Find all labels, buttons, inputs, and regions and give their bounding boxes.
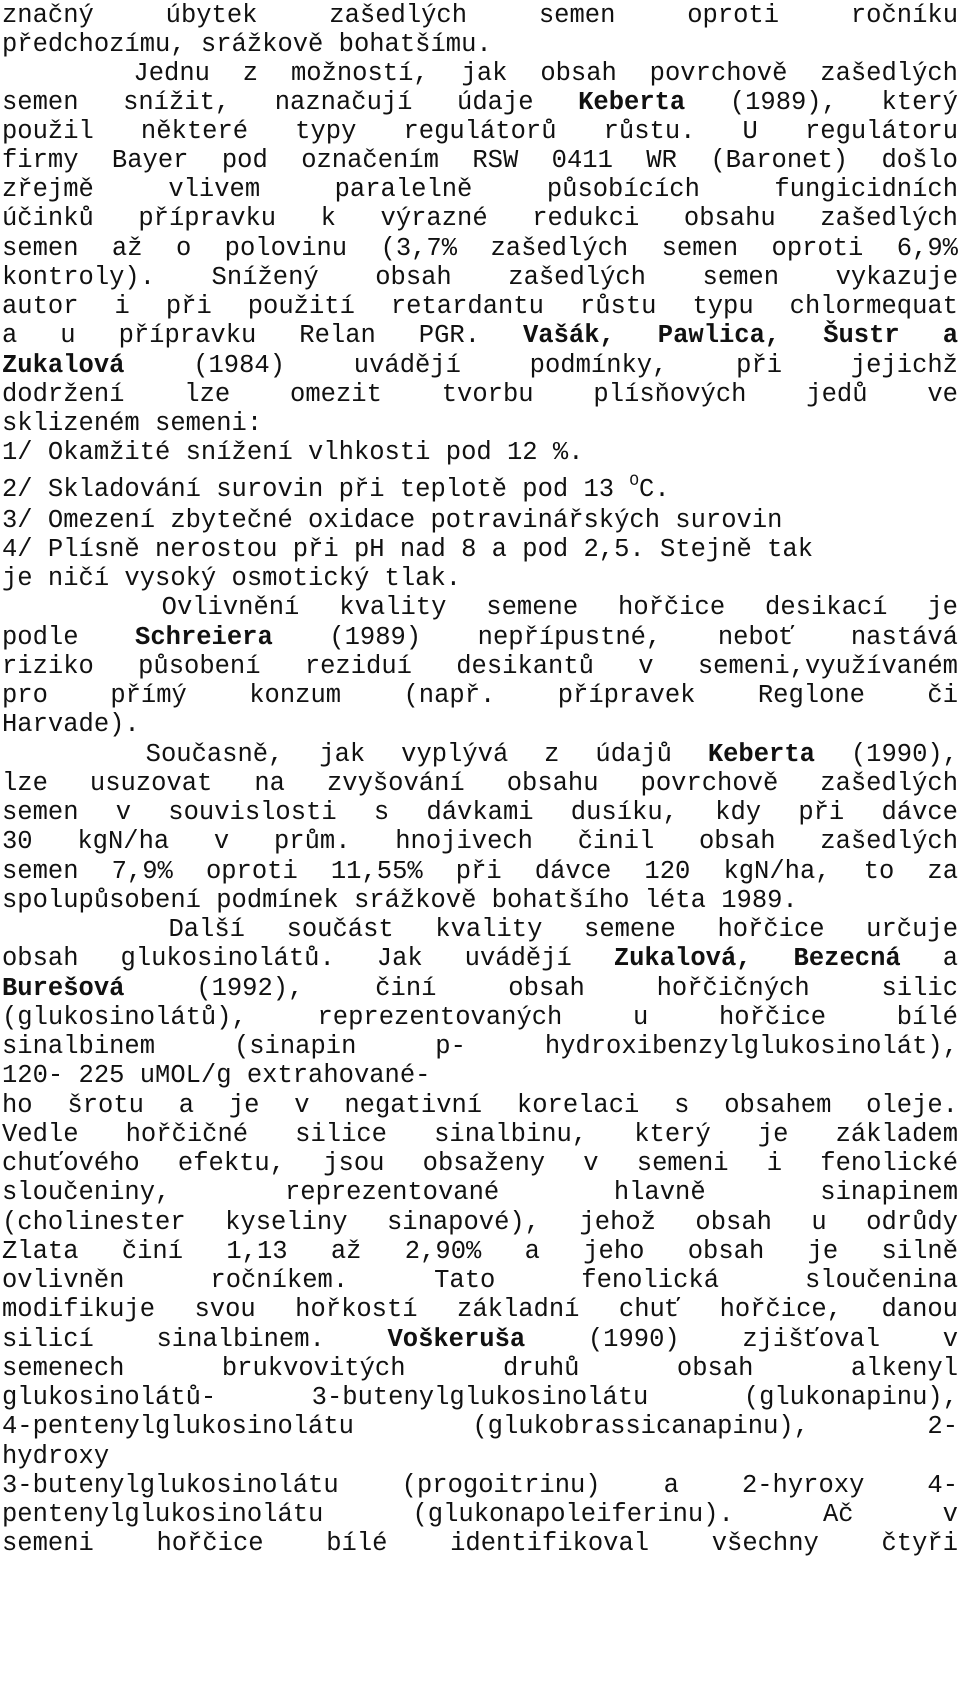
text-line (2, 1441, 958, 1473)
text-line (2, 1265, 958, 1297)
text-run: riziko působení reziduí desikantů v semeni,využívaném (2, 652, 958, 681)
text-run: 1/ Okamžité snížení vlhkosti pod 12 %. (2, 438, 584, 467)
author-name: Zukalová, Bezecná (613, 944, 901, 973)
text-line (2, 1411, 958, 1443)
text-run: semeni hořčice bílé identifikoval všechny čtyři (2, 1529, 958, 1558)
text-line (2, 739, 958, 771)
author-name: Keberta (707, 740, 815, 769)
text-run: 4/ Plísně nerostou při pH nad 8 a pod 2,5. Stejně tak (2, 535, 814, 564)
text-line (2, 1090, 958, 1122)
text-run: semen snížit, naznačují údaje (2, 88, 579, 117)
text-run: použil některé typy regulátorů růstu. U regulátoru (2, 117, 958, 146)
text-run: (1989) nepřípustné, neboť nastává (272, 623, 958, 652)
text-run: (1992), činí obsah hořčičných silic (124, 974, 958, 1003)
text-run: značný úbytek zašedlých semen oproti ročníku (2, 1, 958, 30)
author-name: Zukalová (2, 351, 125, 380)
text-line (2, 709, 958, 741)
text-line (2, 563, 958, 595)
text-line (2, 534, 958, 566)
text-run: 120- 225 uMOL/g extrahované- (2, 1061, 431, 1090)
text-run: glukosinolátů- 3-butenylglukosinolátu (glukonapinu), (2, 1383, 958, 1412)
superscript: O (629, 474, 640, 490)
text-run: semen 7,9% oproti 11,55% při dávce 120 kgN/ha, to za (2, 857, 958, 886)
text-run: Zlata činí 1,13 až 2,90% a jeho obsah je silně (2, 1237, 958, 1266)
text-line (2, 1236, 958, 1268)
text-line (2, 116, 958, 148)
text-run: Vedle hořčičné silice sinalbinu, který je základem (2, 1120, 958, 1149)
author-name: Schreiera (135, 623, 273, 652)
text-run: semen v souvislosti s dávkami dusíku, kdy při dávce (2, 798, 958, 827)
text-line (2, 350, 958, 382)
text-line (2, 943, 958, 975)
text-run: podle (2, 623, 136, 652)
text-line (2, 622, 958, 654)
text-run: (glukosinolátů), reprezentovaných u hořčice bílé (2, 1003, 958, 1032)
text-run: účinků přípravku k výrazné redukci obsahu zašedlých (2, 204, 958, 233)
text-line (2, 1528, 958, 1560)
text-line (2, 0, 958, 32)
text-run: (1989), který (685, 88, 958, 117)
author-name: Keberta (578, 88, 686, 117)
text-line (2, 233, 958, 265)
text-line (2, 1207, 958, 1239)
text-run: silicí sinalbinem. (2, 1325, 388, 1354)
text-line (2, 592, 958, 624)
text-run: pro přímý konzum (např. přípravek Reglone či (2, 681, 958, 710)
text-line (2, 1353, 958, 1385)
text-line (2, 437, 958, 469)
text-run: chuťového efektu, jsou obsaženy v semeni i fenolické (2, 1149, 958, 1178)
text-run: hydroxy (2, 1442, 110, 1471)
text-run: a u přípravku Relan PGR. (2, 321, 523, 350)
text-line (2, 651, 958, 683)
text-run: 3/ Omezení zbytečné oxidace potravinářských surovin (2, 506, 783, 535)
text-line (2, 1470, 958, 1502)
text-line (2, 29, 958, 61)
text-run: semen až o polovinu (3,7% zašedlých semen oproti 6,9% (2, 234, 958, 263)
text-run: C. (639, 475, 670, 504)
text-run: Současně, jak vyplývá z údajů (2, 740, 708, 769)
text-line (2, 1177, 958, 1209)
text-line (2, 768, 958, 800)
text-line (2, 1060, 958, 1092)
text-run: Harvade). (2, 710, 140, 739)
text-line (2, 973, 958, 1005)
text-line (2, 408, 958, 440)
text-line (2, 474, 958, 506)
text-run: semenech brukvovitých druhů obsah alkenyl (2, 1354, 958, 1383)
text-run: je ničí vysoký osmotický tlak. (2, 564, 462, 593)
text-line (2, 320, 958, 352)
text-run: ho šrotu a je v negativní korelaci s obsahem oleje. (2, 1091, 958, 1120)
author-name: Vašák, Pawlica, Šustr a (522, 321, 958, 350)
text-line (2, 505, 958, 537)
text-line (2, 680, 958, 712)
text-run: Další součást kvality semene hořčice určuje (2, 915, 958, 944)
text-line (2, 58, 958, 90)
text-line (2, 797, 958, 829)
text-run: (1990), (814, 740, 958, 769)
author-name: Voškeruša (387, 1325, 526, 1354)
text-line (2, 1119, 958, 1151)
text-line (2, 1002, 958, 1034)
text-run: autor i při použití retardantu růstu typu chlormequat (2, 292, 958, 321)
text-run: obsah glukosinolátů. Jak uvádějí (2, 944, 614, 973)
text-line (2, 914, 958, 946)
text-run: (cholinester kyseliny sinapové), jehož obsah u odrůdy (2, 1208, 958, 1237)
text-run: spolupůsobení podmínek srážkově bohatšího léta 1989. (2, 886, 798, 915)
text-line (2, 145, 958, 177)
text-run: zřejmě vlivem paralelně působících fungicidních (2, 175, 958, 204)
text-run: (1990) zjišťoval v (525, 1325, 958, 1354)
text-line (2, 1031, 958, 1063)
text-run: kontroly). Snížený obsah zašedlých semen vykazuje (2, 263, 958, 292)
text-run: předchozímu, srážkově bohatšímu. (2, 30, 492, 59)
text-line (2, 1499, 958, 1531)
author-name: Burešová (2, 974, 125, 1003)
text-run: sklizeném semeni: (2, 409, 263, 438)
text-run: (1984) uvádějí podmínky, při jejichž (124, 351, 958, 380)
text-run: a (900, 944, 958, 973)
text-run: firmy Bayer pod označením RSW 0411 WR (Baronet) došlo (2, 146, 958, 175)
text-run: 3-butenylglukosinolátu (progoitrinu) a 2-hyroxy 4- (2, 1471, 958, 1500)
text-run: sloučeniny, reprezentované hlavně sinapinem (2, 1178, 958, 1207)
text-line (2, 885, 958, 917)
text-run: modifikuje svou hořkostí základní chuť hořčice, danou (2, 1295, 958, 1324)
text-line (2, 856, 958, 888)
text-line (2, 291, 958, 323)
text-line (2, 174, 958, 206)
text-run: lze usuzovat na zvyšování obsahu povrchově zašedlých (2, 769, 958, 798)
text-run: 30 kgN/ha v prům. hnojivech činil obsah zašedlých (2, 827, 958, 856)
text-line (2, 379, 958, 411)
text-line (2, 826, 958, 858)
text-run: dodržení lze omezit tvorbu plísňových jedů ve (2, 380, 958, 409)
text-line (2, 1294, 958, 1326)
text-run: Ovlivnění kvality semene hořčice desikací je (2, 593, 958, 622)
text-run: Jednu z možností, jak obsah povrchově zašedlých (2, 59, 958, 88)
text-line (2, 1148, 958, 1180)
text-run: ovlivněn ročníkem. Tato fenolická sloučenina (2, 1266, 958, 1295)
text-line (2, 203, 958, 235)
text-run: pentenylglukosinolátu (glukonapoleiferinu). Ač v (2, 1500, 958, 1529)
text-line (2, 87, 958, 119)
text-line (2, 1324, 958, 1356)
text-run: sinalbinem (sinapin p- hydroxibenzylglukosinolát), (2, 1032, 958, 1061)
text-run: 2/ Skladování surovin při teplotě pod 13 (2, 475, 630, 504)
text-line (2, 1382, 958, 1414)
text-line (2, 262, 958, 294)
text-run: 4-pentenylglukosinolátu (glukobrassicanapinu), 2- (2, 1412, 958, 1441)
